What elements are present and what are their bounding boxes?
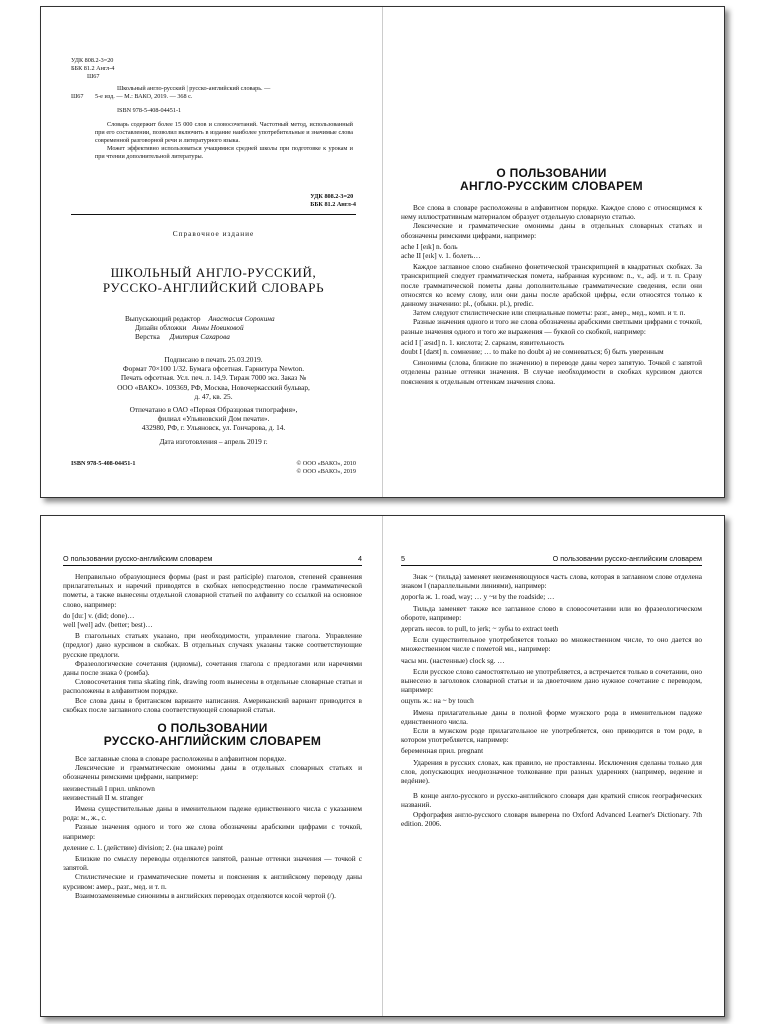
credit-name: Анастасия Сорокина (208, 314, 275, 323)
bib-line-2: 5-е изд. — М.: ВАКО, 2019. — 368 с. (95, 93, 193, 100)
paragraph: Все заглавные слова в словаре расположены в алфавитном порядке. (75, 754, 287, 764)
paragraph: Знак ~ (тильда) заменяет неизменяющуюся часть слова, которая в заглавном слове отделена знаком ‖ (параллельными линиями), например: (401, 572, 702, 591)
running-head (63, 554, 362, 563)
section-heading (401, 167, 702, 193)
print-line: Подписано в печать 25.03.2019. (164, 355, 263, 364)
credit-role: Выпускающий редактор (125, 314, 201, 323)
example-entry: беременная прил. pregnant (401, 746, 484, 756)
heading-line-2: АНГЛО-РУССКИМ СЛОВАРЕМ (460, 179, 643, 193)
credit-name: Анны Новиковой (192, 323, 244, 333)
annotation: Словарь содержит более 15 000 слов и словосочетаний. Частотный метод, использованный при его составлении, позволил включить в издание наиболее употребительные и значимые слова современной разговорной речи и литературного языка. (95, 121, 353, 144)
example-entry: деление с. 1. (действие) division; 2. (на шкале) point (63, 842, 223, 852)
print-line: Формат 70×100 1/32. Бумага офсетная. Гарнитура Newton. (122, 364, 305, 374)
paragraph: Имена существительные даны в именительном падеже единственного числа с указанием рода: м., ж., с. (63, 804, 362, 823)
page-number: 5 (401, 554, 405, 563)
print-line: д. 47, кв. 25. (194, 391, 233, 401)
heading-line-2: РУССКО-АНГЛИЙСКИМ СЛОВАРЕМ (103, 734, 322, 749)
paragraph: Лексические и грамматические омонимы даны в отдельных словарных статьях и обозначены римскими цифрами, например: (401, 221, 702, 240)
running-head-title: О пользовании русско-английским словарем (552, 554, 702, 563)
copyright-line: © ООО «ВАКО», 2010 (296, 460, 356, 467)
example-entry: неизвестный II м. stranger (63, 792, 144, 802)
section-heading (63, 722, 362, 748)
paragraph: Разные значения одного и того же слова обозначены арабскими светлыми цифрами с точкой, разные значения одного и того же выражения — буквой со скобкой, например: (401, 317, 702, 336)
running-head (401, 554, 702, 563)
guide-text (401, 203, 702, 386)
example-entry: doubt I [daʊt] n. сомнение; … to make no doubt а) не сомневаться; б) быть уверенным (401, 347, 664, 357)
page-5-text (401, 572, 702, 828)
anglo-russian-guide-page (383, 7, 724, 497)
bib-line-1: Школьный англо-русский | русско-английский словарь. — (117, 85, 271, 92)
example-entry: неизвестный I прил. unknown (63, 783, 155, 793)
author-sign-2: Ш67 (71, 93, 84, 100)
copyright (296, 460, 356, 476)
bbk-code: ББК 81.2 Англ-4 (71, 65, 115, 72)
print-line: Печать офсетная. Усл. печ. л. 14,9. Тираж 7000 экз. Заказ № (120, 373, 307, 383)
book-title-line-2: РУССКО-АНГЛИЙСКИЙ СЛОВАРЬ (102, 280, 325, 295)
print-line: Отпечатано в ОАО «Первая Образцовая типография», (129, 405, 298, 415)
paragraph: Тильда заменяет также все заглавное слово в словосочетании или во фразеологическом обороте, например: (401, 603, 702, 622)
reference-label: Справочное издание (172, 229, 255, 238)
paragraph: Все слова в словаре расположены в алфавитном порядке. Каждое слово с относящимся к нему иллюстративным материалом образует отдельную словарную статью. (401, 203, 702, 222)
heading-line-1: О ПОЛЬЗОВАНИИ (496, 166, 607, 180)
spread-top (40, 6, 725, 498)
head-rule (63, 565, 362, 566)
paragraph: Разные значения одного и того же слова обозначены арабскими цифрами с точкой, например: (63, 822, 362, 841)
running-head-title: О пользовании русско-английским словарем (63, 554, 213, 563)
heading-line-1: О ПОЛЬЗОВАНИИ (157, 721, 268, 736)
page-number: 4 (358, 554, 362, 563)
catalog-codes-right (310, 193, 356, 209)
spread-bottom (40, 515, 725, 1017)
print-line: Дата изготовления – апрель 2019 г. (159, 436, 268, 446)
paragraph: Если существительное употребляется только во множественном числе, то оно дается во множественном числе с пометой мн., например: (401, 635, 702, 654)
paragraph: Синонимы (слова, близкие по значению) в переводе даны через запятую. Точкой с запятой отделены разные оттенки значения. В случае необходимости в скобках курсивом даются пояснения к отдельным оттенкам значения слова. (401, 358, 702, 386)
page-4 (41, 516, 382, 1016)
paragraph: Стилистические и грамматические пометы и пояснения к английскому переводу даны курсивом: амер., разг., мед. и т. п. (63, 872, 362, 891)
example-entry: acid I [ˈæsıd] n. 1. кислота; 2. сарказм, язвительность (401, 337, 565, 347)
paragraph: В глагольных статьях указано, при необходимости, управление глагола. Управление (предлог) дано курсивом в скобках. В отдельных случаях указаны также соответствующие русские предлоги. (63, 631, 362, 659)
credit-role: Дизайн обложки (135, 323, 187, 333)
paragraph: Если русское слово самостоятельно не употребляется, а встречается только в сочетании, оно вынесено в заголовок словарной статьи и за двоеточием дано нужное сочетание с переводом, например: (401, 666, 702, 695)
page-5 (383, 516, 724, 1016)
example-entry: well [wel] adv. (better; best)… (63, 620, 153, 630)
print-line: 432980, РФ, г. Ульяновск, ул. Гончарова, д. 14. (141, 423, 286, 433)
print-line: филиал «Ульяновский Дом печати». (157, 414, 270, 424)
example-entry: ache II [eık] v. 1. болеть… (401, 251, 481, 261)
copyright-line: © ООО «ВАКО», 2019 (296, 468, 356, 475)
paragraph: Неправильно образующиеся формы (past и past participle) глаголов, степеней сравнения прилагательных и наречий приводятся в скобках непосредственно после грамматической пометы, а также вынесены отдельной словарной статьей по алфавиту со ссылкой на основное слово, например: (63, 572, 362, 609)
credit-role: Верстка (135, 332, 160, 342)
isbn-bottom: ISBN 978-5-408-04451-1 (71, 460, 136, 467)
head-rule (401, 565, 702, 566)
book-title-line-1: ШКОЛЬНЫЙ АНГЛО-РУССКИЙ, (110, 265, 317, 280)
paragraph: В конце англо-русского и русско-английского словаря дан краткий список географических названий. (401, 791, 702, 810)
paragraph: Если в мужском роде прилагательное не употребляется, оно приводится в том роде, в котором употребляется, например: (401, 726, 702, 745)
print-line: ООО «ВАКО». 109369, РФ, Москва, Новочеркасский бульвар, (117, 382, 310, 392)
book-title (71, 265, 356, 295)
credit-name: Дмитрия Сахарова (169, 332, 230, 342)
udk-code-right: УДК 808.2-3=20 (310, 193, 354, 200)
paragraph: Ударения в русских словах, как правило, не проставлены. Исключения сделаны только для слов, допускающих неоднозначное толкование при разных ударениях (например, ведение и ведéние). (401, 757, 702, 786)
page-4-text (63, 572, 362, 900)
paragraph: Орфография англо-русского словаря выверена по Oxford Advanced Learner's Dictionary. 7th edition. 2006. (401, 809, 702, 828)
udk-code: УДК 808.2-3=20 (71, 57, 114, 64)
example-entry: дорог‖а ж. 1. road, way; … у ~и by the roadside; … (401, 592, 555, 602)
paragraph: Близкие по смыслу переводы отделяются запятой, разные оттенки значения — точкой с запятой. (63, 854, 362, 873)
paragraph: Имена прилагательные даны в полной форме мужского рода в именительном падеже единственного числа. (401, 707, 702, 726)
divider (71, 214, 356, 215)
paragraph: Словосочетания типа skating rink, drawing room вынесены в отдельные словарные статьи и расположены в алфавитном порядке. (63, 677, 362, 696)
example-entry: ощупь ж.: на ~ by touch (401, 696, 474, 706)
paragraph: Все слова даны в британском варианте написания. Американский вариант приводится в скобках после заглавного слова соответствующей словарной статьи. (63, 695, 362, 714)
example-entry: дергать несов. to pull, to jerk; ~ зубы to extract teeth (401, 624, 559, 634)
paragraph: Каждое заглавное слово снабжено фонетической транскрипцией в квадратных скобках. За транскрипцией следует грамматическая помета, набранная курсивом: n., v., adj. и т. п. Сразу после грамматической пометы даны дополнительные грамматические сведения, если они относятся ко всему слову, или они даны после арабской цифры, если относятся только к данному значению: pl., (обыкн. pl.), predic. (401, 262, 702, 309)
annotation-2: Может эффективно использоваться учащимися средней школы при подготовке к урокам и при чтении дополнительной литературы. (95, 145, 353, 160)
print-info (71, 355, 356, 446)
catalog-codes (71, 57, 191, 81)
example-entry: ache I [eık] n. боль (401, 241, 458, 251)
imprint-page (41, 7, 382, 497)
paragraph: Фразеологические сочетания (идиомы), сочетания глагола с предлогами или наречиями даны после знака ◊ (ромба). (63, 658, 362, 678)
isbn: ISBN 978-5-408-04451-1 (117, 107, 182, 114)
paragraph: Лексические и грамматические омонимы даны в отдельных словарных статьях и обозначены римскими цифрами, например: (63, 763, 362, 782)
example-entry: часы мн. (настенные) clock sg. … (401, 655, 505, 665)
example-entry: do [duː] v. (did; done)… (63, 610, 135, 620)
bbk-code-right: ББК 81.2 Англ-4 (310, 201, 356, 208)
author-sign: Ш67 (87, 73, 100, 80)
bibliographic-record (95, 85, 353, 161)
credits (125, 314, 345, 342)
paragraph: Затем следуют стилистические или специальные пометы: разг., амер., мед., комп. и т. п. (413, 308, 686, 318)
paragraph: Взаимозаменяемые синонимы в английских переводах отделяются косой чертой (/). (75, 890, 336, 900)
